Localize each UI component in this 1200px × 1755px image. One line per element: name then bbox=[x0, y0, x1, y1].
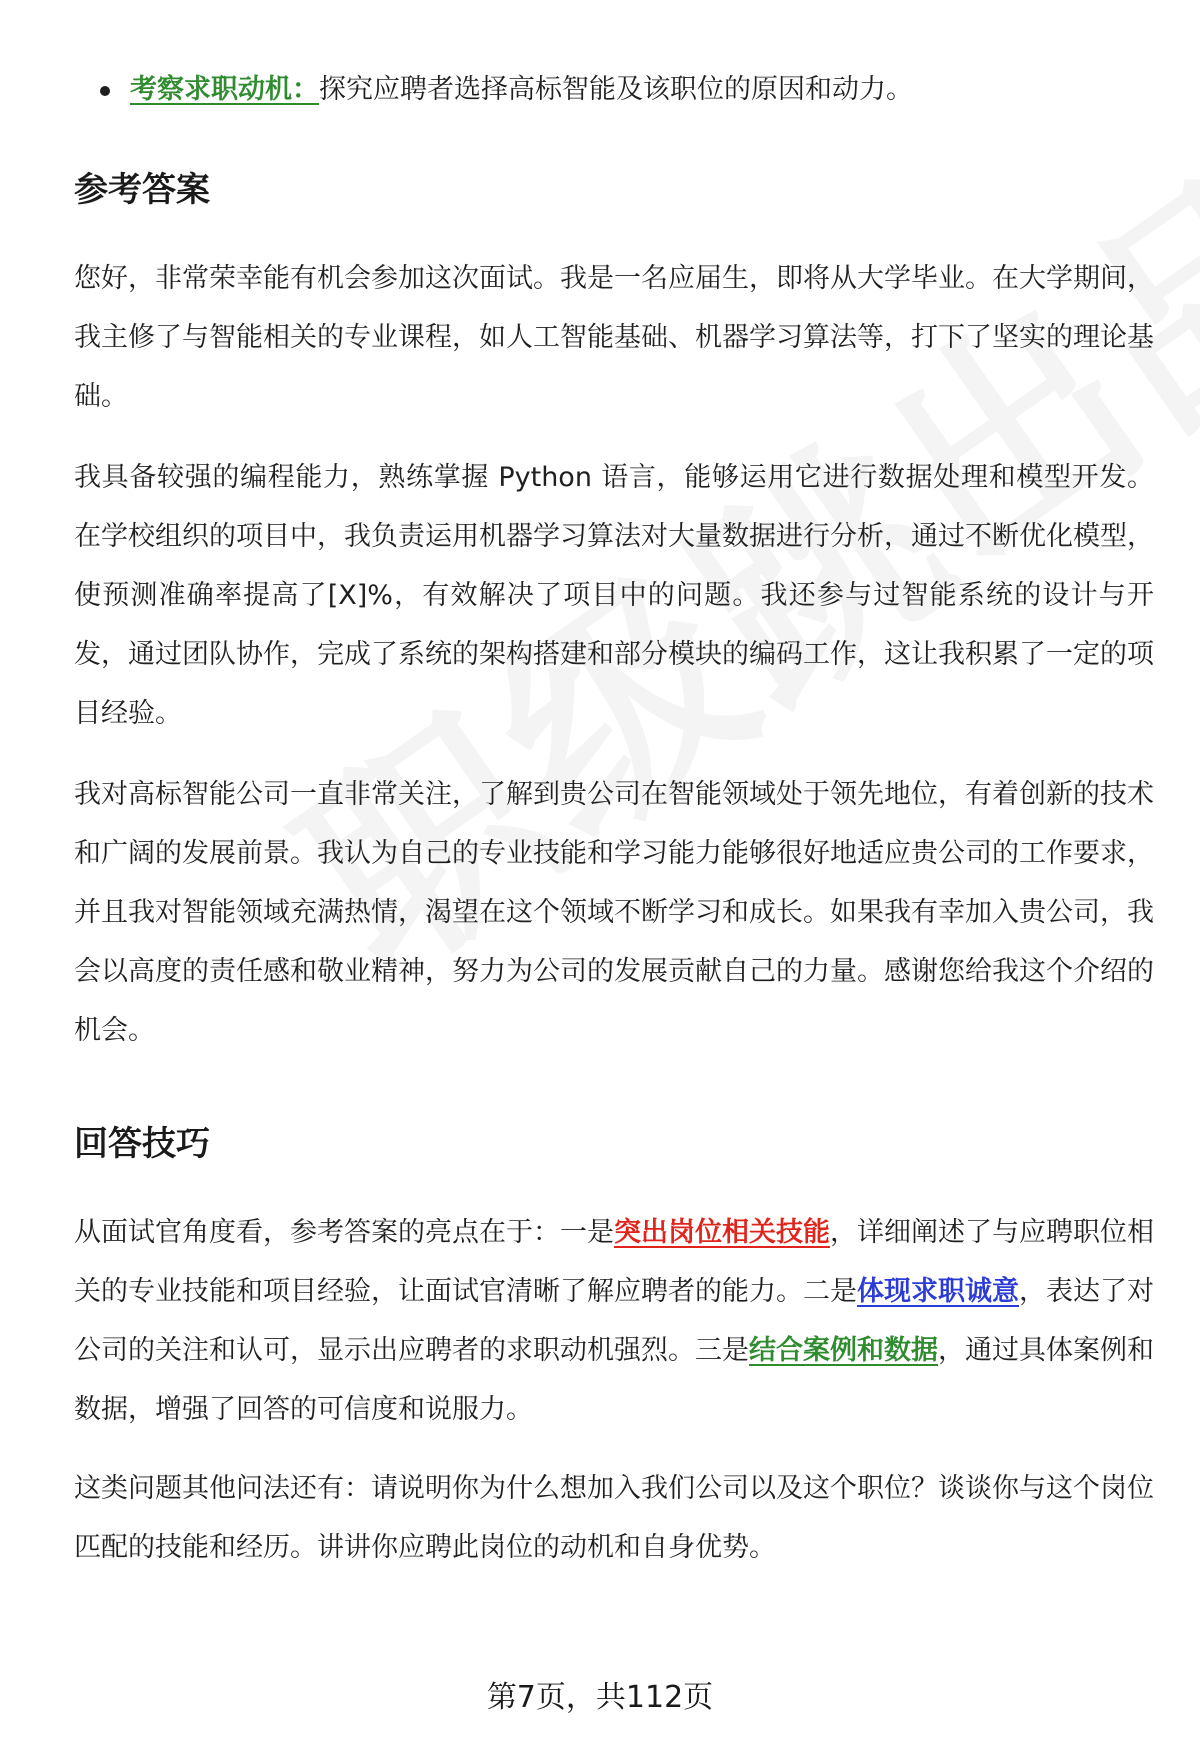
highlight-skills: 突出岗位相关技能 bbox=[614, 1217, 830, 1248]
tips-text-3: ，表达了对公司的关注和认可，显示出应聘者的求职动机强烈。三是 bbox=[74, 1276, 1154, 1366]
answer-paragraph-2: 我具备较强的编程能力，熟练掌握 Python 语言，能够运用它进行数据处理和模型开发。在学校组织的项目中，我负责运用机器学习算法对大量数据进行分析，通过不断优化模型，使预测准确率提高了[X]%，有效解决了项目中的问题。我还参与过智能系统的设计与开发，通过团队协作，完成了系统的架构搭建和部分模块的编码工作，这让我积累了一定的项目经验。 bbox=[74, 462, 1154, 729]
tips-text-1: 从面试官角度看，参考答案的亮点在于：一是 bbox=[74, 1217, 614, 1248]
page-footer: 第7页，共112页 bbox=[486, 1680, 714, 1715]
content-body bbox=[74, 60, 1154, 1577]
highlight-sincerity: 体现求职诚意 bbox=[857, 1276, 1019, 1307]
bullet-label: 考察求职动机： bbox=[130, 74, 319, 105]
bullet-description: 探究应聘者选择高标智能及该职位的原因和动力。 bbox=[319, 74, 913, 105]
tips-text-4: ，通过具体案例和数据，增强了回答的可信度和说服力。 bbox=[74, 1335, 1154, 1425]
section-title-answer: 参考答案 bbox=[74, 170, 210, 210]
tips-paragraph-1 bbox=[74, 1203, 1154, 1439]
bullet-text bbox=[102, 60, 913, 120]
highlight-cases: 结合案例和数据 bbox=[749, 1335, 938, 1366]
answer-paragraph-3: 我对高标智能公司一直非常关注，了解到贵公司在智能领域处于领先地位，有着创新的技术和广阔的发展前景。我认为自己的专业技能和学习能力能够很好地适应贵公司的工作要求，并且我对智能领域充满热情，渴望在这个领域不断学习和成长。如果我有幸加入贵公司，我会以高度的责任感和敬业精神，努力为公司的发展贡献自己的力量。感谢您给我这个介绍的机会。 bbox=[74, 779, 1154, 1046]
section-title-tips: 回答技巧 bbox=[74, 1124, 210, 1164]
tips-paragraph-2: 这类问题其他问法还有：请说明你为什么想加入我们公司以及这个职位？谈谈你与这个岗位匹配的技能和经历。讲讲你应聘此岗位的动机和自身优势。 bbox=[74, 1473, 1154, 1563]
bullet-dot-icon bbox=[100, 86, 110, 96]
answer-paragraph-1: 您好，非常荣幸能有机会参加这次面试。我是一名应届生，即将从大学毕业。在大学期间，我主修了与智能相关的专业课程，如人工智能基础、机器学习算法等，打下了坚实的理论基础。 bbox=[74, 263, 1154, 412]
bullet-item bbox=[74, 60, 1154, 120]
tips-text-2: ，详细阐述了与应聘职位相关的专业技能和项目经验，让面试官清晰了解应聘者的能力。二是 bbox=[74, 1217, 1154, 1307]
